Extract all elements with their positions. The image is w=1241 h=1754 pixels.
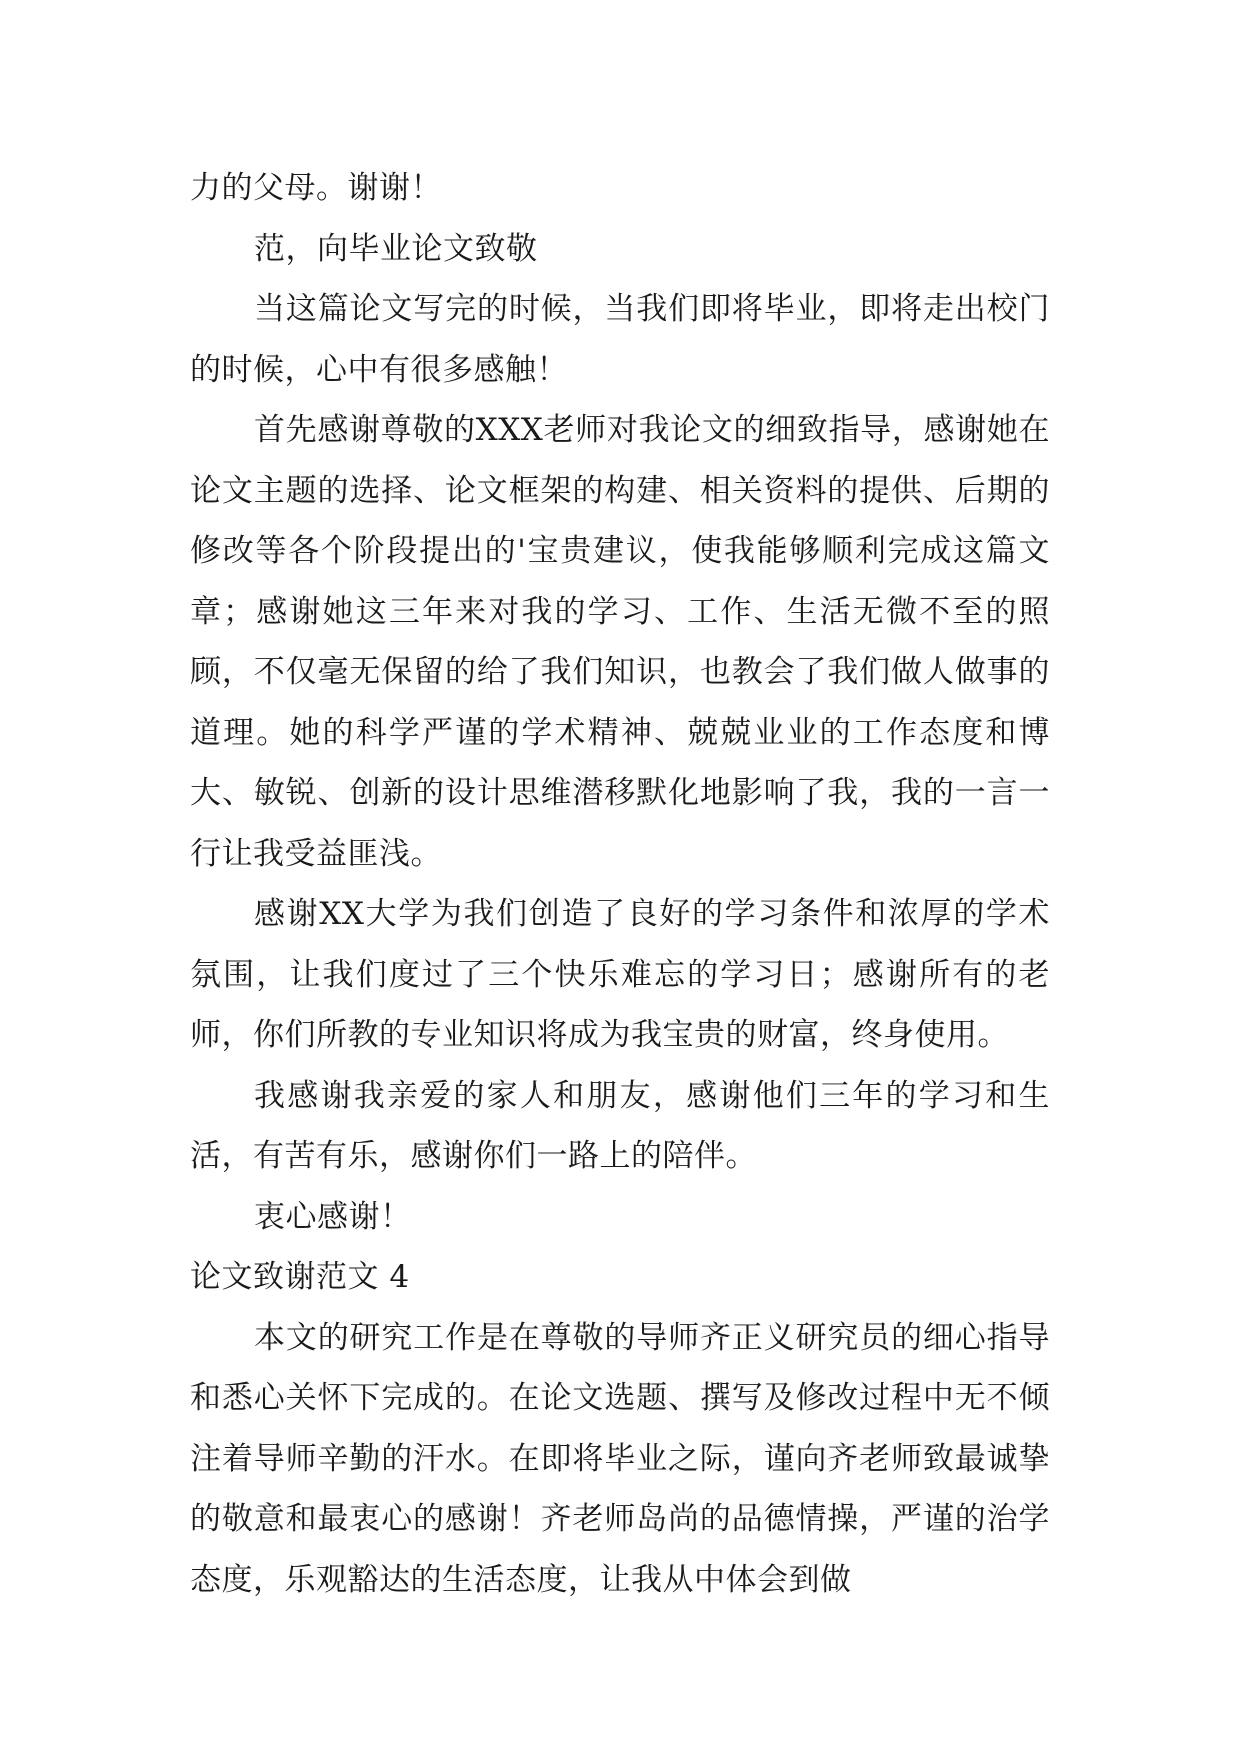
section-heading: 论文致谢范文 4 xyxy=(190,1259,410,1295)
paragraph-closing: 衷心感谢！ xyxy=(254,1198,412,1235)
paragraph-thanks-advisor: 首先感谢尊敬的XXX老师对我论文的细致指导，感谢她在论文主题的选择、论文框架的构建、相关资料的提供、后期的修改等各个阶段提出的'宝贵建议，使我能够顺利完成这篇文章；感谢她这三年来对我的学习、工作、生活无微不至的照顾，不仅毫无保留的给了我们知识，也教会了我们做人做事的道理。她的科学严谨的学术精神、兢兢业业的工作态度和博大、敏锐、创新的设计思维潜移默化地影响了我，我的一言一行让我受益匪浅。 xyxy=(190,412,1050,872)
paragraph-graduation: 当这篇论文写完的时候，当我们即将毕业，即将走出校门的时候，心中有很多感触！ xyxy=(190,291,1050,388)
paragraph-thanks-family: 我感谢我亲爱的家人和朋友，感谢他们三年的学习和生活，有苦有乐，感谢你们一路上的陪伴。 xyxy=(190,1077,1050,1174)
paragraph-tribute-line: 范，向毕业论文致敬 xyxy=(254,230,538,267)
paragraph-research-thanks: 本文的研究工作是在尊敬的导师齐正义研究员的细心指导和悉心关怀下完成的。在论文选题、撰写及修改过程中无不倾注着导师辛勤的汗水。在即将毕业之际，谨向齐老师致最诚挚的敬意和最衷心的感谢！齐老师岛尚的品德情操，严谨的治学态度，乐观豁达的生活态度，让我从中体会到做 xyxy=(190,1319,1050,1598)
paragraph-continuation: 力的父母。谢谢！ xyxy=(190,170,442,206)
document-body xyxy=(190,158,1050,1610)
paragraph-thanks-university: 感谢XX大学为我们创造了良好的学习条件和浓厚的学术氛围，让我们度过了三个快乐难忘的学习日；感谢所有的老师，你们所教的专业知识将成为我宝贵的财富，终身使用。 xyxy=(190,896,1050,1053)
